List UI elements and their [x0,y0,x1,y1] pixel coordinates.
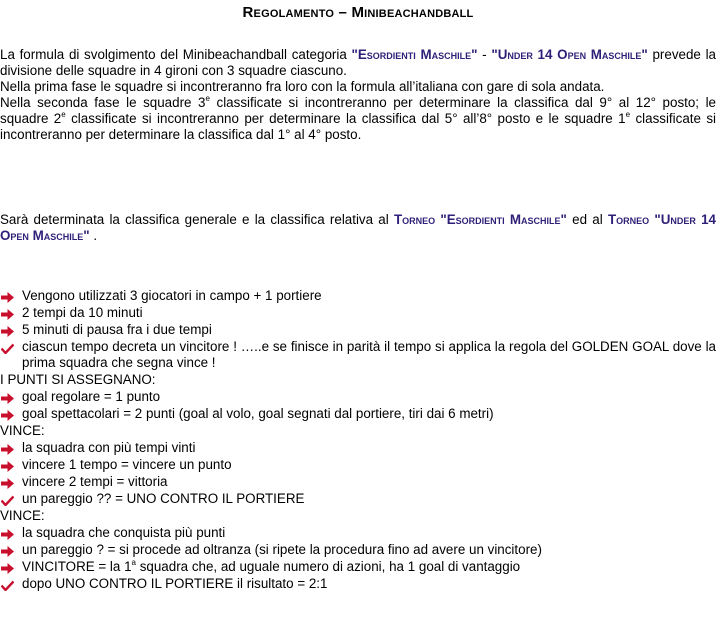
arrow-right-icon [1,528,14,539]
section-heading: VINCE: [0,423,45,438]
ordinal-sup: a [131,557,136,567]
rule-text: goal spettacolari = 2 punti (goal al volo, goal segnati dal portiere, tiri dai 6 metri) [22,406,494,421]
rule-text: un pareggio ?? = UNO CONTRO IL PORTIERE [22,491,305,506]
rule-item [0,542,716,558]
second-phase-text-b: classificate si incontreranno per determinare la classifica dal 9° al 12° posto; le squadre 2 [0,95,716,126]
arrow-right-icon [1,477,14,488]
ranking-text-2: ed al [566,212,608,227]
checkmark-icon [1,342,14,353]
rule-text-prefix: VINCITORE = la 1 [22,559,132,574]
ranking-paragraph [0,212,716,244]
rule-item [0,288,716,304]
category-esordienti: "Esordienti Maschile" [435,212,567,227]
rule-item [0,440,716,456]
arrow-right-icon [1,562,14,573]
arrow-right-icon [1,409,14,420]
ordinal-sup: e [205,93,210,103]
arrow-right-icon [1,308,14,319]
rule-text: ciascun tempo decreta un vincitore ! …..e se finisce in parità il tempo si applica la regola del GOLDEN GOAL dove la prima squadra che segna vince ! [22,339,716,370]
checkmark-icon [1,579,14,590]
intro-text-1: La formula di svolgimento del Minibeachandball categoria [0,47,352,62]
arrow-right-icon [1,291,14,302]
ordinal-sup: e [625,109,631,119]
rule-item [0,322,716,338]
category-under14: "Under 14 Open Maschile" [491,47,648,62]
rule-item [0,389,716,405]
intro-text-2: - [477,47,492,62]
rule-text: 2 tempi da 10 minuti [22,305,143,320]
section-heading: VINCE: [0,508,45,523]
arrow-right-icon [1,392,14,403]
rule-item [0,559,716,575]
section-heading: I PUNTI SI ASSEGNANO: [0,372,156,387]
rule-text: la squadra con più tempi vinti [22,440,196,455]
torneo-label: Torneo [607,212,650,227]
rule-item [0,525,716,541]
second-phase-text-a: Nella seconda fase le squadre 3 [0,95,206,110]
ranking-text-1: Sarà determinata la classifica generale e la classifica relativa al [0,212,394,227]
rule-item [0,305,716,321]
second-phase-text-d: classificate si incontreranno per determinare la classifica dal 1° al 4° posto. [0,111,717,142]
rules-list [0,288,716,593]
category-under14: "Under 14 Open Maschile" [0,212,717,243]
rule-text: vincere 2 tempi = vittoria [22,474,168,489]
checkmark-icon [1,494,14,505]
rule-text: un pareggio ? = si procede ad oltranza (si ripete la procedura fino ad avere un vincitore) [22,542,542,557]
ranking-text-3: . [89,228,98,243]
second-phase-text-c: classificate si incontreranno per determinare la classifica dal 5° all’8° posto e le squadre 1 [65,111,626,126]
rule-item [0,406,716,422]
rule-item [0,339,716,371]
arrow-right-icon [1,545,14,556]
page-title: Regolamento – Minibeachandball [242,4,474,21]
rule-text: Vengono utilizzati 3 giocatori in campo + 1 portiere [22,288,322,303]
arrow-right-icon [1,325,14,336]
rule-text: vincere 1 tempo = vincere un punto [22,457,232,472]
rule-item [0,576,716,592]
intro-text-3: prevede la divisione delle squadre in 4 gironi con 3 squadre ciascuno. [0,47,716,78]
rule-text: squadra che, ad uguale numero di azioni, ha 1 goal di vantaggio [135,559,521,574]
intro-paragraph [0,47,716,143]
rule-text: 5 minuti di pausa fra i due tempi [22,322,212,337]
rule-text: dopo UNO CONTRO IL PORTIERE il risultato = 2:1 [22,576,328,591]
rule-text: goal regolare = 1 punto [22,389,161,404]
torneo-label: Torneo [393,212,436,227]
arrow-right-icon [1,443,14,454]
arrow-right-icon [1,460,14,471]
rule-item [0,491,716,507]
first-phase-text: Nella prima fase le squadre si incontreranno fra loro con la formula all’italiana con gare di sola andata. [0,79,605,94]
rule-text: la squadra che conquista più punti [22,525,226,540]
rule-item [0,457,716,473]
category-esordienti: "Esordienti Maschile" [351,47,478,62]
rule-item [0,474,716,490]
ordinal-sup: e [61,109,66,119]
